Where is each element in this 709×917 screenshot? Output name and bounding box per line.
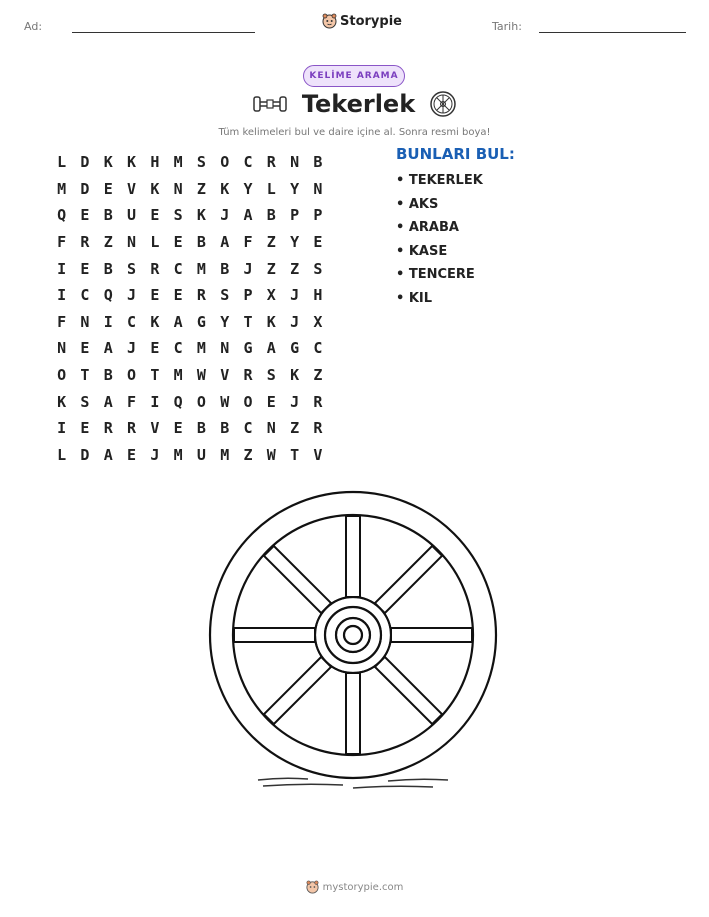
grid-cell[interactable]: Z <box>196 179 206 198</box>
grid-cell[interactable]: E <box>266 392 276 411</box>
find-words-title: BUNLARI BUL: <box>396 145 515 163</box>
grid-row <box>50 202 330 229</box>
grid-cell[interactable]: A <box>243 206 253 225</box>
grid-cell[interactable]: N <box>127 233 137 252</box>
grid-cell[interactable]: N <box>57 339 67 358</box>
footer <box>0 880 709 894</box>
grid-cell[interactable]: F <box>57 312 67 331</box>
grid-cell[interactable]: L <box>57 445 67 464</box>
grid-cell[interactable]: M <box>173 445 183 464</box>
grid-cell[interactable]: E <box>127 445 137 464</box>
footer-url[interactable]: mystorypie.com <box>322 881 404 893</box>
grid-cell[interactable]: G <box>290 339 300 358</box>
grid-cell[interactable]: O <box>57 366 67 385</box>
grid-cell[interactable]: R <box>313 419 323 438</box>
storypie-logo-icon <box>306 880 319 894</box>
grid-cell[interactable]: R <box>127 419 137 438</box>
grid-cell[interactable]: X <box>313 312 323 331</box>
grid-cell[interactable]: L <box>57 153 67 172</box>
grid-cell[interactable]: Z <box>266 259 276 278</box>
grid-cell[interactable]: N <box>266 419 276 438</box>
grid-cell[interactable]: Y <box>220 312 230 331</box>
grid-cell[interactable]: B <box>103 259 113 278</box>
grid-cell[interactable]: E <box>150 339 160 358</box>
grid-cell[interactable]: E <box>173 419 183 438</box>
wheel-icon <box>429 90 457 118</box>
grid-cell[interactable]: A <box>220 233 230 252</box>
grid-cell[interactable]: Z <box>290 419 300 438</box>
grid-cell[interactable]: E <box>80 419 90 438</box>
grid-cell[interactable]: N <box>80 312 90 331</box>
grid-cell[interactable]: R <box>243 366 253 385</box>
grid-cell[interactable]: E <box>80 259 90 278</box>
grid-cell[interactable]: Z <box>103 233 113 252</box>
grid-cell[interactable]: S <box>220 286 230 305</box>
grid-cell[interactable]: I <box>57 259 67 278</box>
word-item: • TENCERE <box>396 267 475 282</box>
wagon-wheel-illustration[interactable] <box>203 490 503 800</box>
grid-row <box>50 415 330 442</box>
grid-cell[interactable]: E <box>173 233 183 252</box>
grid-cell[interactable]: K <box>150 179 160 198</box>
word-item: • AKS <box>396 196 439 212</box>
grid-cell[interactable]: X <box>266 286 276 305</box>
grid-cell[interactable]: D <box>80 445 90 464</box>
grid-cell[interactable]: C <box>313 339 323 358</box>
grid-cell[interactable]: K <box>290 366 300 385</box>
grid-cell[interactable]: H <box>150 153 160 172</box>
title-row <box>0 90 709 118</box>
grid-cell[interactable]: O <box>243 392 253 411</box>
grid-cell[interactable]: W <box>196 366 206 385</box>
grid-cell[interactable]: M <box>220 445 230 464</box>
grid-row <box>50 255 330 282</box>
grid-cell[interactable]: V <box>127 179 137 198</box>
grid-cell[interactable]: R <box>266 153 276 172</box>
grid-cell[interactable]: E <box>80 206 90 225</box>
grid-cell[interactable]: B <box>313 153 323 172</box>
instructions: Tüm kelimeleri bul ve daire içine al. Sonra resmi boya! <box>218 127 491 138</box>
grid-cell[interactable]: C <box>173 259 183 278</box>
grid-cell[interactable]: L <box>266 179 276 198</box>
name-label: Ad: <box>24 20 43 33</box>
grid-cell[interactable]: J <box>127 339 137 358</box>
grid-cell[interactable]: S <box>266 366 276 385</box>
grid-cell[interactable]: O <box>220 153 230 172</box>
page-title: Tekerlek <box>301 90 416 118</box>
grid-cell[interactable]: M <box>196 339 206 358</box>
grid-cell[interactable]: T <box>80 366 90 385</box>
grid-row <box>50 176 330 203</box>
grid-cell[interactable]: Y <box>243 179 253 198</box>
grid-cell[interactable]: A <box>103 445 113 464</box>
grid-cell[interactable]: K <box>266 312 276 331</box>
grid-cell[interactable]: C <box>243 153 253 172</box>
grid-cell[interactable]: Z <box>313 366 323 385</box>
grid-cell[interactable]: N <box>290 153 300 172</box>
grid-cell[interactable]: C <box>243 419 253 438</box>
grid-cell[interactable]: C <box>80 286 90 305</box>
grid-cell[interactable]: P <box>313 206 323 225</box>
grid-cell[interactable]: S <box>173 206 183 225</box>
grid-cell[interactable]: O <box>127 366 137 385</box>
grid-row <box>50 388 330 415</box>
grid-cell[interactable]: P <box>290 206 300 225</box>
grid-cell[interactable]: E <box>103 179 113 198</box>
grid-cell[interactable]: S <box>80 392 90 411</box>
grid-cell[interactable]: Y <box>290 179 300 198</box>
grid-cell[interactable]: N <box>173 179 183 198</box>
grid-cell[interactable]: V <box>150 419 160 438</box>
grid-cell[interactable]: B <box>220 259 230 278</box>
grid-cell[interactable]: B <box>196 419 206 438</box>
brand-name: Storypie <box>340 13 402 29</box>
word-search-grid[interactable] <box>50 149 330 468</box>
grid-cell[interactable]: B <box>220 419 230 438</box>
grid-cell[interactable]: J <box>150 445 160 464</box>
grid-cell[interactable]: P <box>243 286 253 305</box>
date-line[interactable] <box>539 32 686 33</box>
grid-cell[interactable]: T <box>290 445 300 464</box>
axle-icon <box>252 94 288 114</box>
grid-cell[interactable]: T <box>150 366 160 385</box>
grid-cell[interactable]: A <box>266 339 276 358</box>
grid-cell[interactable]: B <box>103 366 113 385</box>
grid-cell[interactable]: Q <box>57 206 67 225</box>
category-badge: KELİME ARAMA <box>303 65 405 87</box>
grid-cell[interactable]: A <box>103 392 113 411</box>
grid-cell[interactable]: G <box>243 339 253 358</box>
grid-cell[interactable]: M <box>57 179 67 198</box>
grid-cell[interactable]: S <box>127 259 137 278</box>
grid-cell[interactable]: S <box>196 153 206 172</box>
grid-cell[interactable]: F <box>243 233 253 252</box>
word-item: • KIL <box>396 290 433 306</box>
grid-cell[interactable]: C <box>173 339 183 358</box>
storypie-logo-icon <box>322 13 337 29</box>
grid-cell[interactable]: N <box>220 339 230 358</box>
grid-cell[interactable]: K <box>196 206 206 225</box>
grid-cell[interactable]: E <box>173 286 183 305</box>
grid-cell[interactable]: J <box>290 312 300 331</box>
grid-cell[interactable]: L <box>150 233 160 252</box>
grid-cell[interactable]: K <box>57 392 67 411</box>
grid-cell[interactable]: T <box>243 312 253 331</box>
grid-cell[interactable]: E <box>150 286 160 305</box>
word-item: • KASE <box>396 243 448 259</box>
grid-cell[interactable]: A <box>103 339 113 358</box>
grid-cell[interactable]: R <box>150 259 160 278</box>
grid-cell[interactable]: Q <box>103 286 113 305</box>
grid-row <box>50 362 330 389</box>
grid-cell[interactable]: E <box>313 233 323 252</box>
grid-cell[interactable]: G <box>196 312 206 331</box>
grid-cell[interactable]: N <box>313 179 323 198</box>
brand <box>322 13 402 29</box>
grid-cell[interactable]: H <box>313 286 323 305</box>
grid-cell[interactable]: K <box>150 312 160 331</box>
grid-cell[interactable]: O <box>196 392 206 411</box>
grid-cell[interactable]: Q <box>173 392 183 411</box>
grid-cell[interactable]: J <box>243 259 253 278</box>
grid-cell[interactable]: R <box>103 419 113 438</box>
grid-cell[interactable]: I <box>57 286 67 305</box>
grid-cell[interactable]: K <box>127 153 137 172</box>
grid-cell[interactable]: R <box>313 392 323 411</box>
grid-cell[interactable]: I <box>57 419 67 438</box>
grid-cell[interactable]: I <box>150 392 160 411</box>
grid-cell[interactable]: R <box>80 233 90 252</box>
word-item: • TEKERLEK <box>396 173 483 188</box>
grid-cell[interactable]: V <box>313 445 323 464</box>
grid-cell[interactable]: V <box>220 366 230 385</box>
grid-cell[interactable]: D <box>80 153 90 172</box>
name-line[interactable] <box>72 32 255 33</box>
grid-cell[interactable]: B <box>196 233 206 252</box>
grid-cell[interactable]: A <box>173 312 183 331</box>
grid-cell[interactable]: E <box>150 206 160 225</box>
grid-cell[interactable]: U <box>127 206 137 225</box>
grid-cell[interactable]: F <box>57 233 67 252</box>
grid-cell[interactable]: M <box>173 366 183 385</box>
grid-cell[interactable]: J <box>290 286 300 305</box>
grid-row <box>50 149 330 176</box>
grid-cell[interactable]: F <box>127 392 137 411</box>
grid-cell[interactable]: W <box>266 445 276 464</box>
grid-cell[interactable]: M <box>173 153 183 172</box>
grid-cell[interactable]: R <box>196 286 206 305</box>
grid-cell[interactable]: Y <box>290 233 300 252</box>
grid-cell[interactable]: C <box>127 312 137 331</box>
grid-cell[interactable]: K <box>103 153 113 172</box>
grid-cell[interactable]: J <box>290 392 300 411</box>
grid-cell[interactable]: J <box>127 286 137 305</box>
grid-cell[interactable]: K <box>220 179 230 198</box>
grid-cell[interactable]: B <box>266 206 276 225</box>
grid-row <box>50 282 330 309</box>
grid-row <box>50 229 330 256</box>
grid-row <box>50 335 330 362</box>
grid-cell[interactable]: E <box>80 339 90 358</box>
grid-cell[interactable]: W <box>220 392 230 411</box>
date-label: Tarih: <box>492 20 522 33</box>
grid-cell[interactable]: D <box>80 179 90 198</box>
grid-cell[interactable]: B <box>103 206 113 225</box>
grid-cell[interactable]: Z <box>290 259 300 278</box>
word-item: • ARABA <box>396 220 459 235</box>
grid-cell[interactable]: Z <box>243 445 253 464</box>
grid-cell[interactable]: S <box>313 259 323 278</box>
grid-row <box>50 442 330 469</box>
grid-cell[interactable]: I <box>103 312 113 331</box>
grid-row <box>50 309 330 336</box>
word-list <box>396 172 483 313</box>
grid-cell[interactable]: M <box>196 259 206 278</box>
grid-cell[interactable]: U <box>196 445 206 464</box>
grid-cell[interactable]: J <box>220 206 230 225</box>
grid-cell[interactable]: Z <box>266 233 276 252</box>
